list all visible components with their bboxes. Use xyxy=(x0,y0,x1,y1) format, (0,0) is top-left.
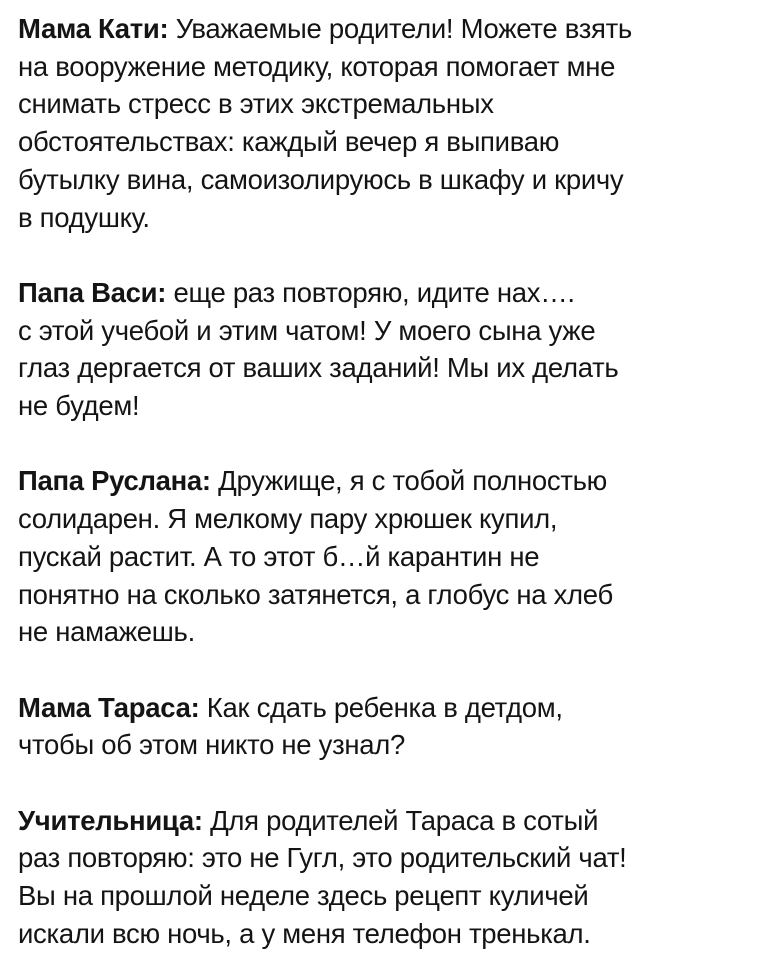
speaker-name: Папа Васи: xyxy=(18,276,167,308)
chat-transcript xyxy=(18,10,746,953)
message-teacher xyxy=(18,802,746,953)
message-mama-tarasa xyxy=(18,689,746,764)
message-text: Для родителей Тараса в сотый раз повторяю: это не Гугл, это родительский чат! Вы на прошлой неделе здесь рецепт куличей искали всю ночь, а у меня телефон тренькал. xyxy=(18,804,627,949)
message-mama-kati xyxy=(18,10,746,236)
message-papa-vasi xyxy=(18,274,746,425)
speaker-name: Учительница: xyxy=(18,804,203,836)
message-text: Как сдать ребенка в детдом, чтобы об этом никто не узнал? xyxy=(18,691,563,761)
speaker-name: Мама Кати: xyxy=(18,13,169,44)
speaker-name: Папа Руслана: xyxy=(18,465,211,497)
speaker-name: Мама Тараса: xyxy=(18,691,200,723)
message-text: еще раз повторяю, идите нах…. с этой учебой и этим чатом! У моего сына уже глаз дергается от ваших заданий! Мы их делать не будем! xyxy=(18,276,619,422)
message-papa-ruslana xyxy=(18,462,746,651)
message-text: Уважаемые родители! Можете взять на вооружение методику, которая помогает мне снимать стресс в этих экстремальных обстоятельствах: каждый вечер я выпиваю бутылку вина, самоизолируюсь в шкафу и кричу в подушку. xyxy=(18,13,632,233)
message-text: Дружище, я с тобой полностью солидарен. Я мелкому пару хрюшек купил, пускай растит. А то этот б…й карантин не понятно на сколько затянется, а глобус на хлеб не намажешь. xyxy=(18,465,613,648)
